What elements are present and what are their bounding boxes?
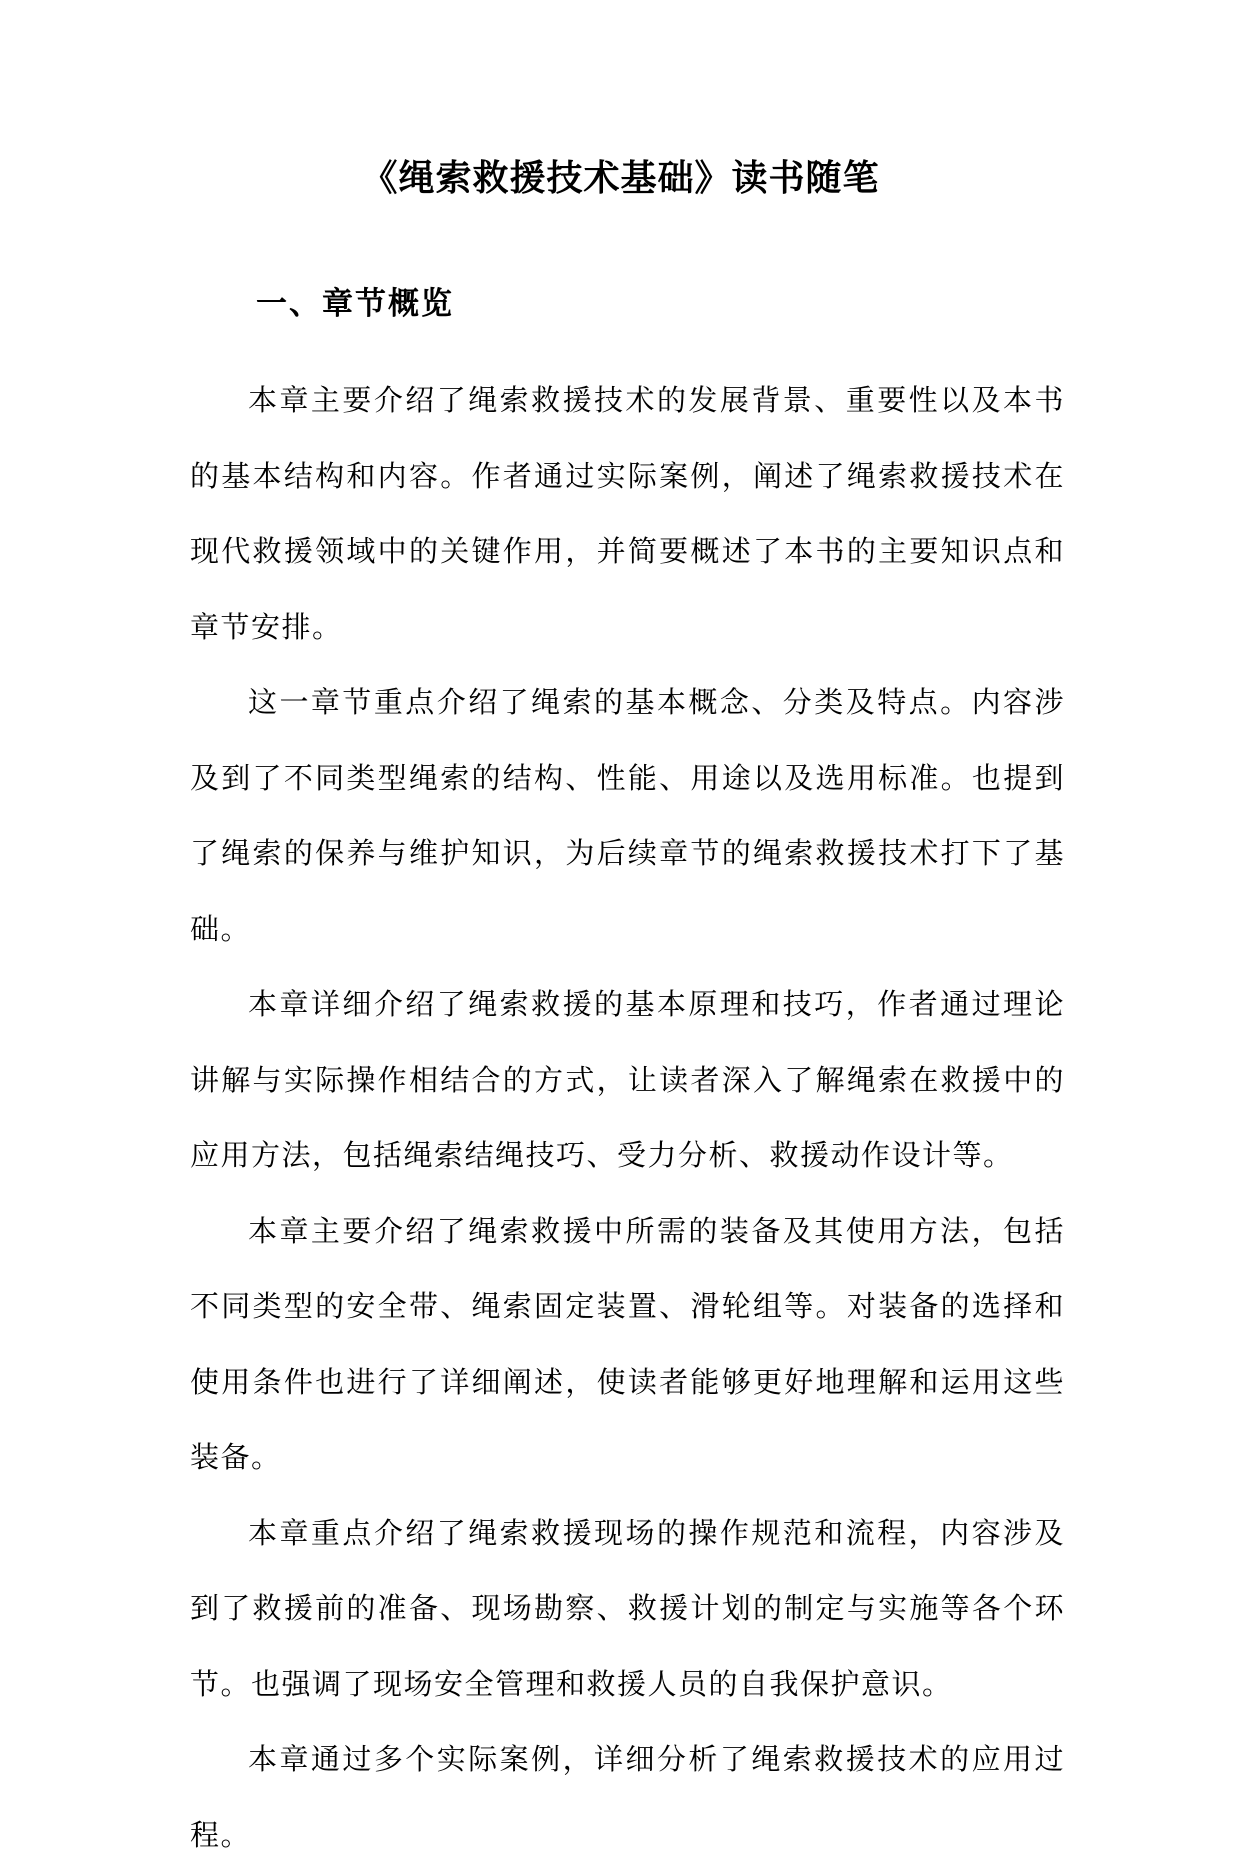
paragraph: 本章重点介绍了绳索救援现场的操作规范和流程，内容涉及到了救援前的准备、现场勘察、救援计划的制定与实施等各个环节。也强调了现场安全管理和救援人员的自我保护意识。 bbox=[190, 1515, 1065, 1701]
paragraph: 本章详细介绍了绳索救援的基本原理和技巧，作者通过理论讲解与实际操作相结合的方式，让读者深入了解绳索在救援中的应用方法，包括绳索结绳技巧、受力分析、救援动作设计等。 bbox=[190, 987, 1065, 1172]
body-text bbox=[190, 363, 1065, 1873]
paragraph: 这一章节重点介绍了绳索的基本概念、分类及特点。内容涉及到了不同类型绳索的结构、性能、用途以及选用标准。也提到了绳索的保养与维护知识，为后续章节的绳索救援技术打下了基础。 bbox=[190, 685, 1065, 946]
section-heading: 一、章节概览 bbox=[256, 286, 454, 322]
paragraph: 本章通过多个实际案例，详细分析了绳索救援技术的应用过程。 bbox=[190, 1742, 1065, 1852]
paragraph: 本章主要介绍了绳索救援技术的发展背景、重要性以及本书的基本结构和内容。作者通过实际案例，阐述了绳索救援技术在现代救援领域中的关键作用，并简要概述了本书的主要知识点和章节安排。 bbox=[190, 383, 1065, 644]
paragraph: 本章主要介绍了绳索救援中所需的装备及其使用方法，包括不同类型的安全带、绳索固定装置、滑轮组等。对装备的选择和使用条件也进行了详细阐述，使读者能够更好地理解和运用这些装备。 bbox=[190, 1213, 1065, 1474]
document-title: 《绳索救援技术基础》读书随笔 bbox=[361, 157, 880, 199]
